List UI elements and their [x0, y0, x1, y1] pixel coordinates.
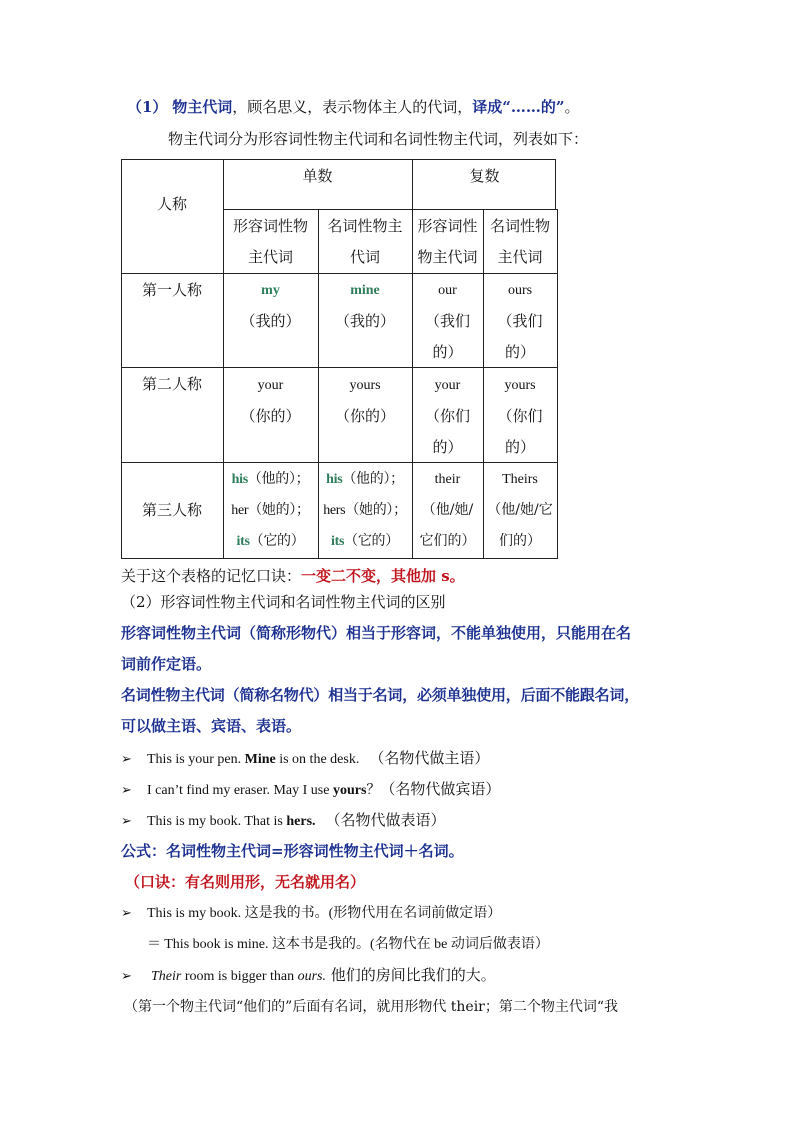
intro-number: （1） [127, 98, 168, 116]
possessive-pronoun-table [121, 159, 558, 559]
bullet-arrow-icon: ➢ [121, 752, 132, 767]
example-item: ➢ This is my book. 这是我的书。(形物代用在名词前做定语） [121, 906, 502, 921]
bullet-arrow-icon: ➢ [121, 969, 132, 984]
table-cell: ours （我们 的） [497, 283, 543, 361]
example-item: ➢ Their room is bigger than ours. 他们的房间比我们的大。 [121, 966, 496, 984]
table-cell: yours （你的） [334, 378, 395, 425]
header-noun-poss: 名词性物主 代词 [327, 217, 403, 266]
bullet-arrow-icon: ➢ [121, 783, 132, 798]
noun-poss-desc-1: 名词性物主代词（简称名物代）相当于名词，必须单独使用，后面不能跟名词， [121, 686, 640, 704]
header-person: 人称 [156, 195, 187, 213]
section2-title: （2）形容词性物主代词和名词性物主代词的区别 [121, 593, 446, 611]
table-cell: mine （我的） [334, 283, 395, 330]
example-item: ➢ This is your pen. Mine is on the desk. （名物代做主语） [121, 749, 490, 767]
intro-text-end: 。 [564, 98, 580, 116]
adj-poss-desc-2: 词前作定语。 [121, 655, 212, 673]
intro-line-2: 物主代词分为形容词性物主代词和名词性物主代词，列表如下： [168, 130, 589, 148]
header-plural: 复数 [469, 167, 500, 185]
row-person-second: 第二人称 [141, 375, 202, 393]
table-cell: their （他/她/ 它们的） [419, 472, 476, 549]
header-noun-poss-plural: 名词性物 主代词 [489, 217, 550, 266]
table-cell: Theirs （他/她/它 们的） [487, 472, 553, 549]
table-cell: your （你们 的） [424, 378, 470, 456]
header-adj-poss: 形容词性物 主代词 [232, 217, 308, 266]
memo-rule: 一变二不变，其他加 s。 [301, 567, 465, 585]
table-cell: his（他的）； her（她的）； its（它的） [231, 471, 310, 549]
bullet-arrow-icon: ➢ [121, 814, 132, 829]
table-cell: yours （你们 的） [497, 378, 543, 456]
row-person-first: 第一人称 [141, 281, 202, 299]
table-cell: his（他的）； hers（她的）； its（它的） [323, 471, 407, 549]
memo-line: 关于这个表格的记忆口诀：一变二不变，其他加 s。 [121, 567, 465, 585]
bullet-arrow-icon: ➢ [121, 906, 132, 921]
intro-highlight: 译成“……的” [472, 98, 565, 116]
header-adj-poss-plural: 形容词性 物主代词 [417, 217, 478, 266]
example-item: ➢ I can’t find my eraser. May I use yours？（名物代做宾语） [121, 780, 501, 798]
intro-text: ，顾名思义，表示物体主人的代词， [232, 98, 473, 116]
adj-poss-desc-1: 形容词性物主代词（简称形物代）相当于形容词，不能单独使用，只能用在名 [121, 624, 632, 642]
intro-term: 物主代词 [172, 98, 233, 116]
table-cell: my （我的） [240, 283, 301, 330]
example-item: ➢ This is my book. That is hers. （名物代做表语） [121, 811, 446, 829]
table-cell: your （你的） [240, 378, 301, 425]
example-equiv: ＝ This book is mine. 这本书是我的。(名物代在 be 动词后做表语） [147, 937, 549, 952]
formula: 公式：名词性物主代词=形容词性物主代词＋名词。 [121, 842, 464, 860]
row-person-third: 第三人称 [141, 501, 202, 519]
explanation-line: （第一个物主代词“他们的”后面有名词，就用形物代 their；第二个物主代词“我 [124, 999, 619, 1015]
intro-line-1 [127, 96, 580, 117]
mnemonic: （口诀：有名则用形，无名就用名） [125, 873, 366, 891]
header-singular: 单数 [302, 167, 333, 185]
noun-poss-desc-2: 可以做主语、宾语、表语。 [121, 717, 302, 735]
table-cell: our （我们 的） [424, 283, 470, 361]
